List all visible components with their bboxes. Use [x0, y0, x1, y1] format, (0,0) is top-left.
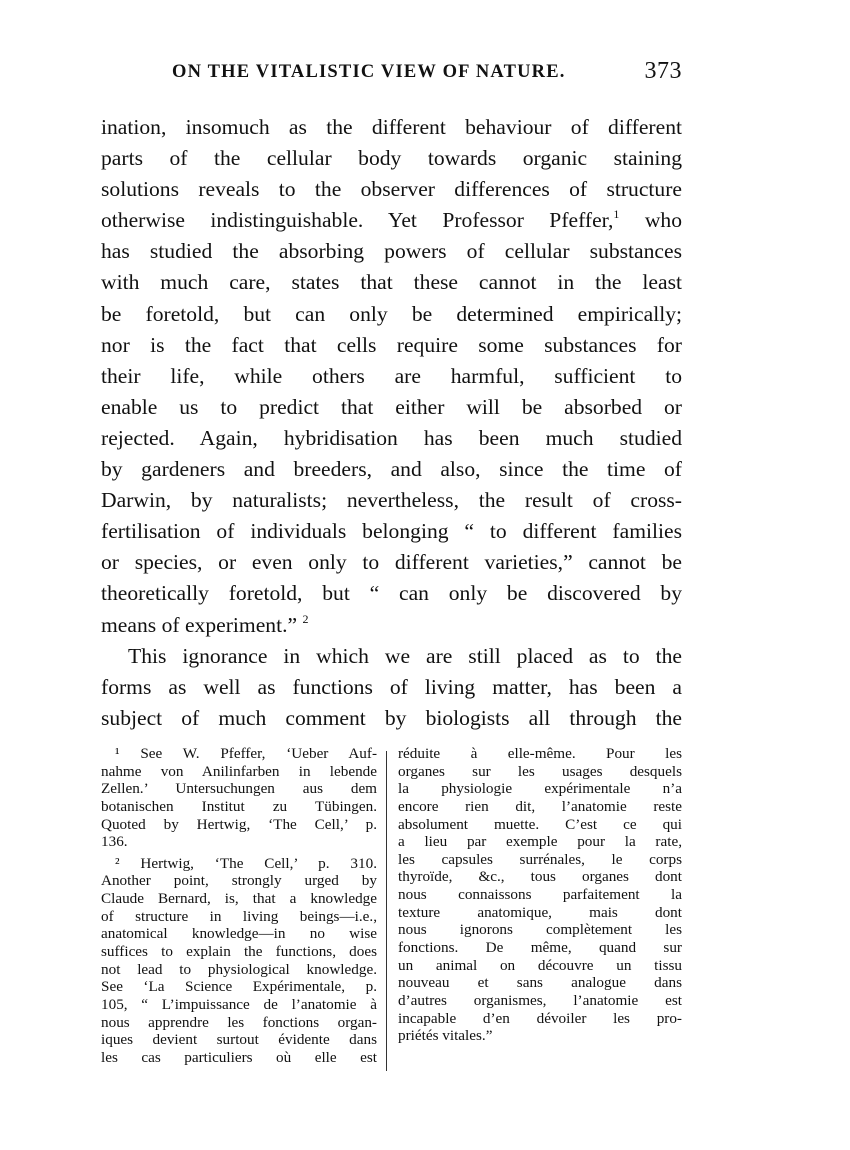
text-line: by gardeners and breeders, and also, since the time of: [101, 457, 682, 482]
text-line: [101, 205, 682, 236]
text-line: rejected. Again, hybridisation has been much studied: [101, 425, 682, 450]
footnote-line: Another point, strongly urged by: [101, 872, 377, 890]
text-line: with much care, states that these cannot in the least: [101, 270, 682, 295]
text-line-part: means of experiment.”: [101, 612, 298, 637]
text-line-part: otherwise indistinguishable. Yet Professor Pfeffer,: [101, 208, 614, 233]
footnote-line: nous connaissons parfaitement la: [398, 886, 682, 904]
footnote-line: les cas particuliers où elle est: [101, 1048, 377, 1066]
footnote-line: of structure in living beings—i.e.,: [101, 907, 377, 925]
text-line: has studied the absorbing powers of cellular substances: [101, 239, 682, 264]
footnote-line: See ‘La Science Expérimentale, p.: [101, 978, 377, 996]
footnote-line: anatomical knowledge—in no wise: [101, 925, 377, 943]
running-head: [100, 58, 682, 92]
text-line: or species, or even only to different varieties,” cannot be: [101, 550, 682, 575]
text-line: fertilisation of individuals belonging “ to different families: [101, 519, 682, 544]
footnote-line: réduite à elle-même. Pour les: [398, 745, 682, 762]
running-title: ON THE VITALISTIC VIEW OF NATURE.: [172, 62, 566, 82]
text-line: be foretold, but can only be determined empirically;: [101, 301, 682, 326]
footnote-line: fonctions. De même, quand sur: [398, 939, 682, 957]
footnote-line: encore rien dit, l’anatomie reste: [398, 797, 682, 815]
text-line: parts of the cellular body towards organic staining: [101, 146, 682, 171]
footnote-line: not lead to physiological knowledge.: [101, 960, 377, 978]
footnote-line: d’autres organismes, l’anatomie est: [398, 991, 682, 1009]
footnote-line: les capsules surrénales, le corps: [398, 850, 682, 868]
page-number: 373: [644, 58, 682, 84]
footnote-line: nous ignorons complètement les: [398, 921, 682, 939]
footnote-line: incapable d’en dévoiler les pro-: [398, 1009, 682, 1027]
footnote-line: Quoted by Hertwig, ‘The Cell,’ p.: [101, 815, 377, 833]
footnote-line: thyroïde, &c., tous organes dont: [398, 868, 682, 886]
text-line: solutions reveals to the observer differences of structure: [101, 177, 682, 202]
footnotes-right-column: [398, 745, 682, 1045]
text-line: [101, 610, 682, 641]
text-line: ination, insomuch as the different behaviour of different: [101, 115, 682, 139]
text-line: theoretically foretold, but “ can only be discovered by: [101, 581, 682, 606]
footnote-line: nouveau et sans analogue dans: [398, 974, 682, 992]
footnote-ref-2: 2: [302, 611, 309, 626]
text-line: nor is the fact that cells require some substances for: [101, 332, 682, 357]
footnote-line: a lieu par exemple pour la rate,: [398, 833, 682, 851]
footnotes-left-column: [101, 745, 377, 1067]
footnote-ref-1: 1: [613, 207, 620, 222]
text-line: their life, while others are harmful, sufficient to: [101, 363, 682, 388]
footnote-line: suffices to explain the functions, does: [101, 943, 377, 961]
text-line: subject of much comment by biologists all through the: [101, 705, 682, 730]
footnote-line: nahme von Anilinfarben in lebende: [101, 762, 377, 780]
footnote-line: iques devient surtout évidente dans: [101, 1031, 377, 1049]
footnote-line: ¹ See W. Pfeffer, ‘Ueber Auf-: [115, 745, 377, 762]
footnotes: [101, 745, 682, 1075]
footnote-line: botanischen Institut zu Tübingen.: [101, 797, 377, 815]
text-line: enable us to predict that either will be absorbed or: [101, 394, 682, 419]
footnote-line: Zellen.’ Untersuchungen aus dem: [101, 780, 377, 798]
footnote-line: un animal on découvre un tissu: [398, 956, 682, 974]
footnote-line: absolument muette. C’est ce qui: [398, 815, 682, 833]
footnote-line: organes sur les usages desquels: [398, 762, 682, 780]
footnote-line: 105, “ L’impuissance de l’anatomie à: [101, 995, 377, 1013]
footnote-line: priétés vitales.”: [398, 1027, 493, 1045]
text-line: forms as well as functions of living matter, has been a: [101, 674, 682, 699]
text-line: This ignorance in which we are still placed as to the: [128, 643, 682, 668]
footnote-line: 136.: [101, 833, 128, 851]
text-line: Darwin, by naturalists; nevertheless, the result of cross-: [101, 488, 682, 513]
footnote-line: la physiologie expérimentale n’a: [398, 780, 682, 798]
body-text: [101, 112, 682, 734]
footnote-line: nous apprendre les fonctions organ-: [101, 1013, 377, 1031]
text-line-part: who: [619, 208, 683, 233]
footnote-line: ² Hertwig, ‘The Cell,’ p. 310.: [115, 854, 377, 872]
footnote-line: texture anatomique, mais dont: [398, 903, 682, 921]
footnote-column-divider: [386, 751, 387, 1071]
footnote-line: Claude Bernard, is, that a knowledge: [101, 890, 377, 908]
